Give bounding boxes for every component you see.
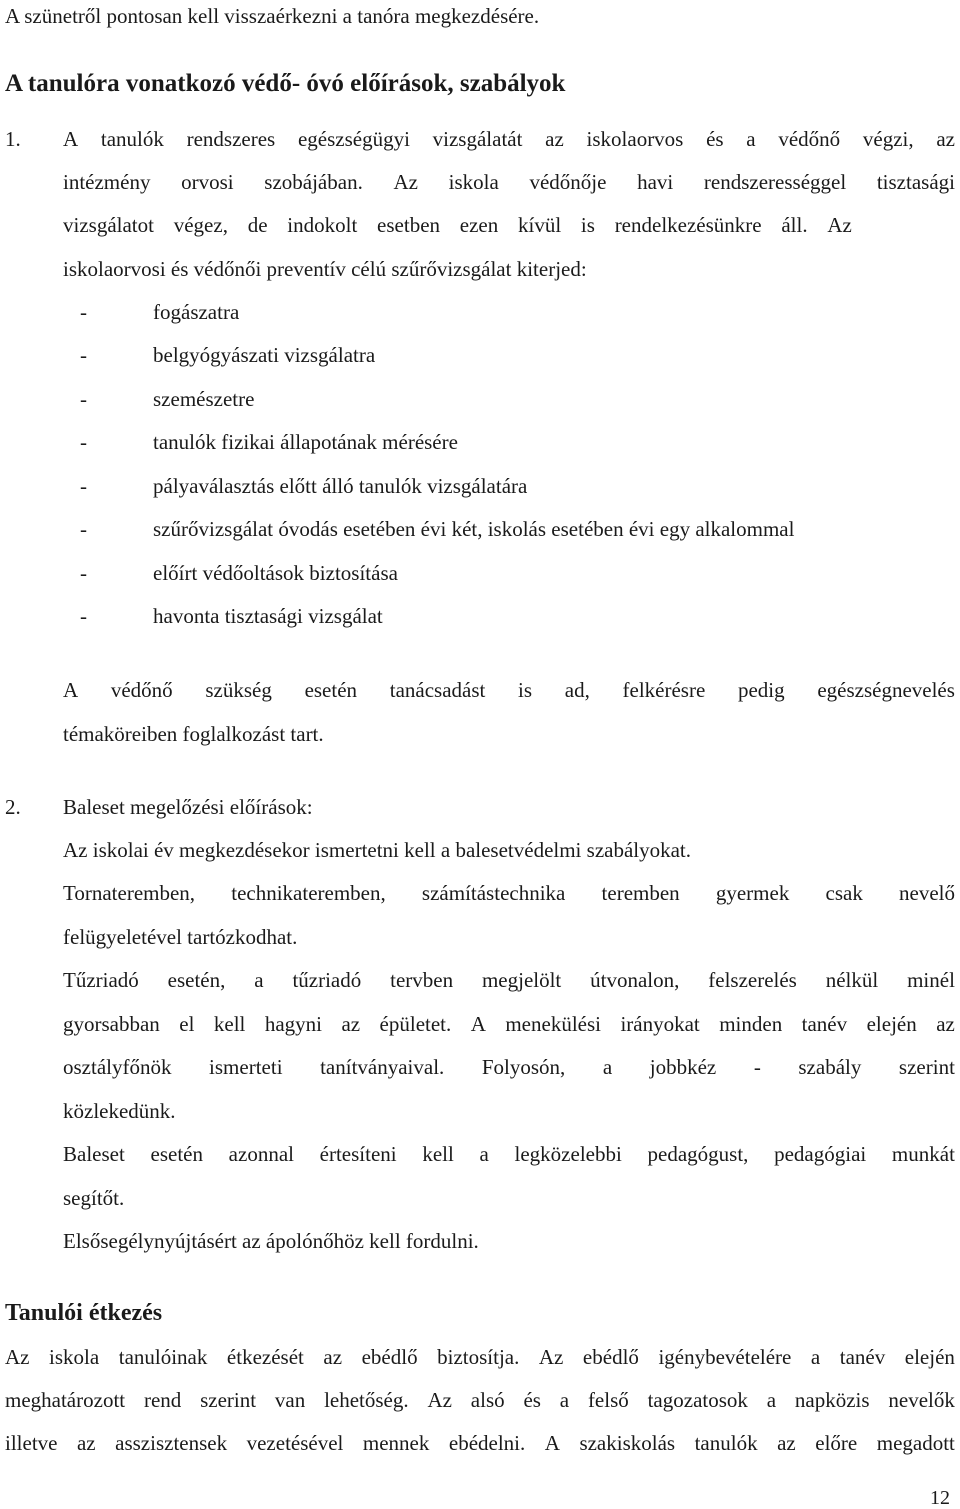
word: A (63, 678, 79, 702)
word: rend (143, 1388, 182, 1412)
point1-after-line-1-text (63, 680, 955, 701)
list-item: fogászatra (153, 300, 240, 324)
word: lehetőség. (324, 1388, 409, 1412)
word: pedig (737, 678, 785, 702)
point1-after-line-2: témaköreiben foglalkozást tart. (63, 722, 324, 746)
word: szükség (205, 678, 272, 702)
word: rendszeres (186, 127, 276, 151)
word: Az (393, 170, 418, 194)
point2-line-6-text (63, 1057, 955, 1078)
section2-line-3-text (5, 1433, 955, 1454)
word: védőnő (778, 127, 841, 151)
word: alsó (470, 1388, 505, 1412)
word: kell (213, 1012, 246, 1036)
word: asszisztensek (115, 1431, 228, 1455)
word: esetben (377, 213, 441, 237)
word: is (518, 678, 533, 702)
word: A (544, 1431, 560, 1455)
point1-line-2-text (63, 172, 955, 193)
word: is (580, 213, 595, 237)
section1-title: A tanulóra vonatkozó védő- óvó előírások, szabályok (5, 70, 566, 97)
section2-title: Tanulói étkezés (5, 1300, 163, 1326)
word: esetén, (167, 968, 226, 992)
word: illetve (5, 1431, 58, 1455)
word: esetén (150, 1142, 203, 1166)
list-item: előírt védőoltások biztosítása (153, 561, 398, 585)
point2-line-2-text (63, 883, 955, 904)
point2-line-2 (63, 883, 955, 904)
word: Baleset (63, 1142, 125, 1166)
word: rendelkezésünkre (614, 213, 762, 237)
word: azonnal (228, 1142, 294, 1166)
word: védőnő (110, 678, 173, 702)
word: a (766, 1388, 777, 1412)
point1-line-4: iskolaorvosi és védőnői preventív célú szűrővizsgálat kiterjed: (63, 257, 587, 281)
word: épületet. (379, 1012, 452, 1036)
word: orvosi (181, 170, 234, 194)
word: ismerteti (209, 1055, 283, 1079)
word: iskolaorvos (586, 127, 684, 151)
word: napközis (794, 1388, 870, 1412)
word: A (470, 1012, 486, 1036)
point2-number: 2. (5, 795, 21, 819)
word: nevelő (899, 881, 955, 905)
point2-line-5-text (63, 1014, 955, 1035)
word: el (179, 1012, 195, 1036)
word: pedagógiai (774, 1142, 867, 1166)
word: teremben (601, 881, 680, 905)
section2-line-2-text (5, 1390, 955, 1411)
word: értesíteni (319, 1142, 397, 1166)
word: munkát (891, 1142, 955, 1166)
word: az (936, 127, 955, 151)
word: szabály (798, 1055, 862, 1079)
section2-line-1-text (5, 1347, 955, 1368)
point2-line-4-text (63, 970, 955, 991)
list-marker: - (80, 343, 87, 367)
word: tanítványaival. (320, 1055, 445, 1079)
list-marker: - (80, 604, 87, 628)
word: a (810, 1345, 821, 1369)
word: elején (904, 1345, 955, 1369)
word: a (254, 968, 264, 992)
word: tanulók (694, 1431, 758, 1455)
word: iskola (448, 170, 499, 194)
word: jobbkéz (649, 1055, 717, 1079)
word: mennek (362, 1431, 430, 1455)
list-marker: - (80, 387, 87, 411)
word: végzi, (862, 127, 914, 151)
word: meghatározott (5, 1388, 126, 1412)
word: pedagógust, (647, 1142, 749, 1166)
word: kívül (518, 213, 562, 237)
word: végez, (173, 213, 228, 237)
page-number: 12 (930, 1487, 950, 1509)
word: tanácsadást (389, 678, 486, 702)
word: Folyosón, (481, 1055, 566, 1079)
word: az (341, 1012, 361, 1036)
list-marker: - (80, 517, 87, 541)
section2-line-2 (5, 1390, 955, 1411)
word: tűzriadó (292, 968, 362, 992)
word: az (777, 1431, 796, 1455)
word: egészségügyi (297, 127, 410, 151)
list-marker: - (80, 561, 87, 585)
section2-line-3 (5, 1433, 955, 1454)
word: menekülési (505, 1012, 601, 1036)
word: számítástechnika (421, 881, 566, 905)
point2-line-7: közlekedünk. (63, 1099, 176, 1123)
word: a (746, 127, 756, 151)
word: szerint (200, 1388, 257, 1412)
list-marker: - (80, 474, 87, 498)
word: iskola (49, 1345, 100, 1369)
point2-line-6 (63, 1057, 955, 1078)
word: gyermek (715, 881, 790, 905)
point2-line-8 (63, 1144, 955, 1165)
point2-line-4 (63, 970, 955, 991)
list-marker: - (80, 300, 87, 324)
point2-line-5 (63, 1014, 955, 1035)
word: - (753, 1055, 761, 1079)
word: minden (719, 1012, 783, 1036)
word: de (247, 213, 268, 237)
word: A (63, 127, 79, 151)
word: étkezését (226, 1345, 304, 1369)
point1-line-3 (63, 215, 852, 236)
word: tanulóinak (118, 1345, 208, 1369)
section2-line-1 (5, 1347, 955, 1368)
list-item: szemészetre (153, 387, 255, 411)
word: nevelők (888, 1388, 955, 1412)
word: hagyni (264, 1012, 322, 1036)
word: osztályfőnök (63, 1055, 172, 1079)
word: van (274, 1388, 306, 1412)
word: technikateremben, (231, 881, 386, 905)
word: megjelölt (481, 968, 562, 992)
list-item: tanulók fizikai állapotának mérésére (153, 430, 458, 454)
word: egészségnevelés (817, 678, 955, 702)
word: megadott (876, 1431, 955, 1455)
word: intézmény (63, 170, 151, 194)
point1-line-1-text (63, 129, 955, 150)
word: a (479, 1142, 489, 1166)
word: ebédlő (361, 1345, 418, 1369)
point2-title: Baleset megelőzési előírások: (63, 795, 313, 819)
word: legközelebbi (514, 1142, 622, 1166)
word: tisztasági (876, 170, 955, 194)
word: irányokat (620, 1012, 700, 1036)
word: Az (538, 1345, 564, 1369)
word: igénybevételére (658, 1345, 792, 1369)
point2-line-1: Az iskolai év megkezdésekor ismertetni kell a balesetvédelmi szabályokat. (63, 838, 692, 862)
word: tanulók (100, 127, 164, 151)
word: védőnője (529, 170, 607, 194)
word: tanév (839, 1345, 886, 1369)
word: és (706, 127, 724, 151)
word: áll. (781, 213, 808, 237)
word: az (323, 1345, 343, 1369)
word: nélkül (825, 968, 879, 992)
intro-line: A szünetről pontosan kell visszaérkezni a tanóra megkezdésére. (5, 4, 540, 28)
word: a (559, 1388, 570, 1412)
word: esetén (304, 678, 358, 702)
word: szakiskolás (579, 1431, 676, 1455)
list-item: szűrővizsgálat óvodás esetében évi két, iskolás esetében évi egy alkalommal (153, 517, 795, 541)
word: útvonalon, (590, 968, 680, 992)
word: havi (637, 170, 674, 194)
word: Tornateremben, (63, 881, 196, 905)
word: az (545, 127, 564, 151)
word: minél (907, 968, 955, 992)
word: vizsgálatát (432, 127, 523, 151)
word: tagozatosok (647, 1388, 748, 1412)
word: indokolt (287, 213, 358, 237)
point1-line-3-text (63, 215, 852, 236)
word: rendszerességgel (703, 170, 847, 194)
point2-line-3: felügyeletével tartózkodhat. (63, 925, 298, 949)
word: felszerelés (708, 968, 797, 992)
word: az (936, 1012, 955, 1036)
word: gyorsabban (63, 1012, 160, 1036)
word: tervben (390, 968, 454, 992)
word: ezen (459, 213, 499, 237)
word: vizsgálatot (63, 213, 154, 237)
word: kell (422, 1142, 454, 1166)
point1-after-line-1 (63, 680, 955, 701)
list-item: havonta tisztasági vizsgálat (153, 604, 383, 628)
word: elején (866, 1012, 917, 1036)
word: szobájában. (264, 170, 363, 194)
word: Az (827, 213, 852, 237)
word: előre (815, 1431, 858, 1455)
word: a (602, 1055, 613, 1079)
point2-line-10: Elsősegélynyújtásért az ápolónőhöz kell fordulni. (63, 1229, 479, 1253)
word: Tűzriadó (63, 968, 139, 992)
point2-line-9: segítőt. (63, 1186, 125, 1210)
list-item: pályaválasztás előtt álló tanulók vizsgálatára (153, 474, 528, 498)
word: tanév (801, 1012, 848, 1036)
word: az (76, 1431, 96, 1455)
word: és (523, 1388, 541, 1412)
point1-line-2 (63, 172, 955, 193)
point2-line-8-text (63, 1144, 955, 1165)
point1-line-1 (63, 129, 955, 150)
word: csak (825, 881, 863, 905)
word: vezetésével (246, 1431, 344, 1455)
word: felső (587, 1388, 629, 1412)
word: ebédlő (582, 1345, 639, 1369)
point1-number: 1. (5, 127, 21, 151)
word: Az (427, 1388, 452, 1412)
word: Az (5, 1345, 30, 1369)
list-item: belgyógyászati vizsgálatra (153, 343, 376, 367)
word: ad, (564, 678, 590, 702)
word: felkérésre (622, 678, 706, 702)
word: szerint (898, 1055, 955, 1079)
word: ebédelni. (448, 1431, 526, 1455)
word: biztosítja. (437, 1345, 520, 1369)
list-marker: - (80, 430, 87, 454)
